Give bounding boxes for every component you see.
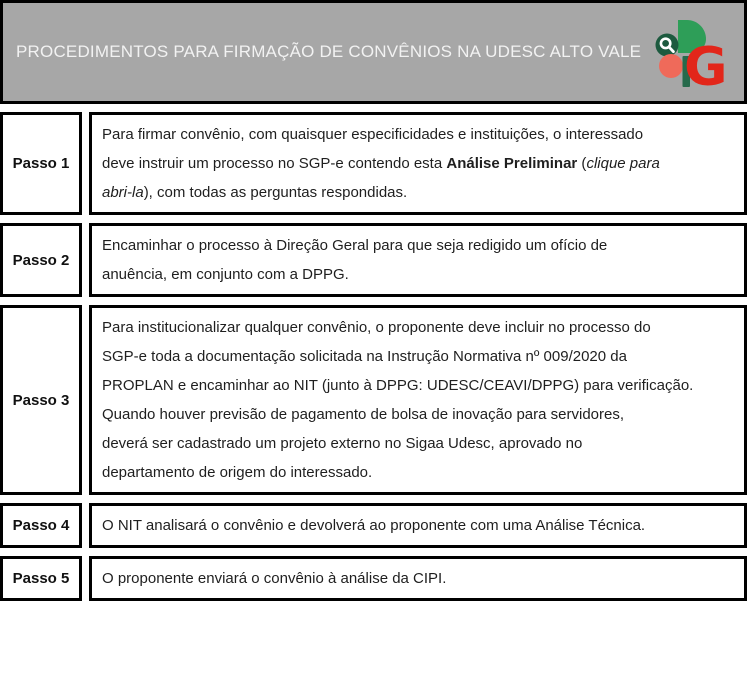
text-segment: O proponente enviará o convênio à análise da CIPI. xyxy=(102,570,447,587)
text-segment: anuência, em conjunto com a DPPG. xyxy=(102,266,349,283)
step-text xyxy=(102,231,607,289)
table-row xyxy=(0,305,747,495)
text-segment: Para firmar convênio, com quaisquer especificidades e instituições, o interessado xyxy=(102,126,644,143)
step-text xyxy=(102,564,446,593)
text-segment: departamento de origem do interessado. xyxy=(102,464,373,481)
table-row xyxy=(0,223,747,297)
text-line xyxy=(102,458,693,487)
text-line xyxy=(102,371,693,400)
text-line xyxy=(102,149,660,178)
step-label: Passo 5 xyxy=(12,570,70,587)
text-line xyxy=(102,178,660,207)
step-label-cell xyxy=(0,112,82,215)
text-segment: O NIT analisará o convênio e devolverá ao proponente com uma Análise Técnica. xyxy=(102,517,646,534)
page-title: PROCEDIMENTOS PARA FIRMAÇÃO DE CONVÊNIOS NA UDESC ALTO VALE xyxy=(16,42,642,61)
magnifier-badge-icon xyxy=(656,34,679,57)
step-text xyxy=(102,120,660,207)
step-text xyxy=(102,313,693,487)
step-label: Passo 4 xyxy=(12,517,70,534)
step-label: Passo 1 xyxy=(12,155,70,172)
header-banner xyxy=(0,0,747,104)
step-label: Passo 3 xyxy=(12,391,70,409)
table-row xyxy=(0,556,747,601)
text-line xyxy=(102,342,693,371)
text-segment: Quando houver previsão de pagamento de bolsa de inovação para servidores, xyxy=(102,406,625,423)
text-line xyxy=(102,260,607,289)
text-segment: deve instruir um processo no SGP-e contendo esta xyxy=(102,155,447,172)
step-text-cell xyxy=(89,503,747,548)
text-segment: ( xyxy=(577,155,587,172)
step-text-cell xyxy=(89,223,747,297)
text-line xyxy=(102,231,607,260)
step-label: Passo 2 xyxy=(12,251,70,269)
institution-logo xyxy=(647,11,735,98)
step-label-cell xyxy=(0,223,82,297)
step-text-cell xyxy=(89,556,747,601)
step-text-cell xyxy=(89,112,747,215)
step-label-cell xyxy=(0,556,82,601)
text-segment: deverá ser cadastrado um projeto externo no Sigaa Udesc, aprovado no xyxy=(102,435,583,452)
open-analysis-link[interactable]: abri-la xyxy=(102,184,144,201)
text-segment: Análise Preliminar xyxy=(446,155,578,172)
step-label-cell xyxy=(0,305,82,495)
text-segment: PROPLAN e encaminhar ao NIT (junto à DPPG: UDESC/CEAVI/DPPG) para verificação. xyxy=(102,377,694,394)
table-row xyxy=(0,503,747,548)
text-line xyxy=(102,400,693,429)
text-segment: Encaminhar o processo à Direção Geral para que seja redigido um ofício de xyxy=(102,237,608,254)
open-analysis-link[interactable]: clique para xyxy=(586,155,660,172)
step-text-cell xyxy=(89,305,747,495)
step-text xyxy=(102,511,645,540)
text-segment: ), com todas as perguntas respondidas. xyxy=(143,184,408,201)
logo-letter-g: G xyxy=(684,37,728,93)
text-line xyxy=(102,564,446,593)
text-line xyxy=(102,313,693,342)
text-line xyxy=(102,429,693,458)
steps-table xyxy=(0,112,747,601)
table-row xyxy=(0,112,747,215)
step-label-cell xyxy=(0,503,82,548)
text-segment: Para institucionalizar qualquer convênio, o proponente deve incluir no processo do xyxy=(102,319,651,336)
text-segment: SGP-e toda a documentação solicitada na Instrução Normativa nº 009/2020 da xyxy=(102,348,627,365)
salmon-dot-icon xyxy=(659,54,683,78)
text-line xyxy=(102,511,645,540)
text-line xyxy=(102,120,660,149)
